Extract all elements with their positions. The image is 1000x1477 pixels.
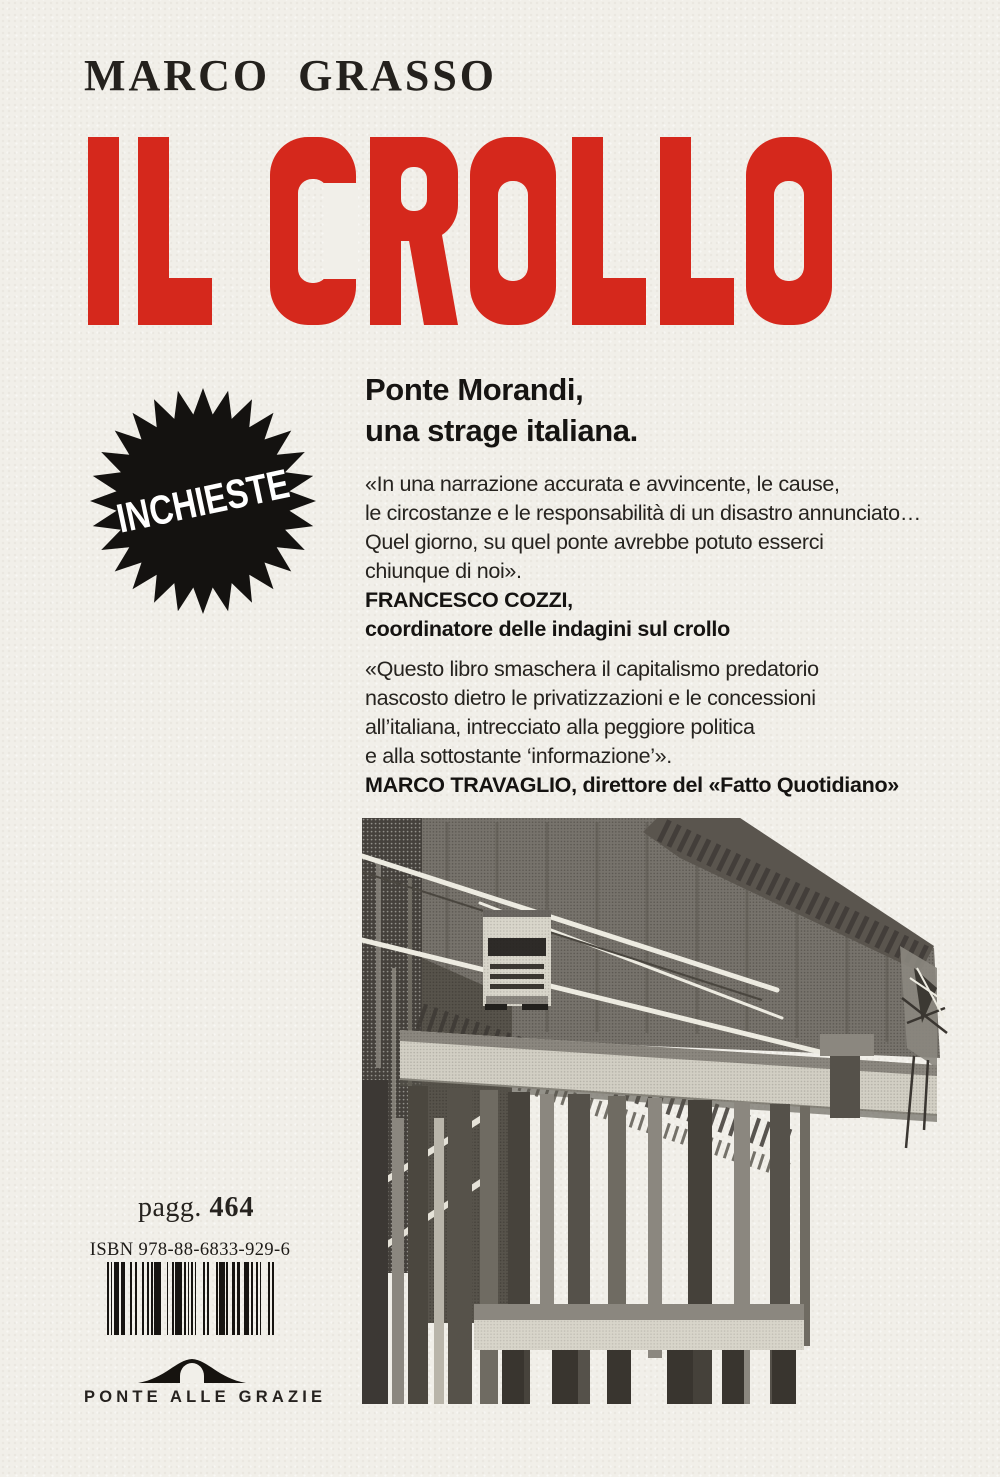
barcode-bar xyxy=(175,1262,182,1335)
quote-line: «Questo libro smaschera il capitalismo predatorio xyxy=(365,657,819,681)
genre-badge xyxy=(88,386,318,616)
barcode-space xyxy=(261,1262,268,1335)
title-letter-c-gap xyxy=(324,183,358,279)
publisher-logo xyxy=(136,1354,248,1386)
publisher-name: PONTE ALLE GRAZIE xyxy=(84,1388,327,1406)
quote-attribution: MARCO TRAVAGLIO, direttore del «Fatto Quotidiano» xyxy=(365,773,899,797)
title-letter-l3 xyxy=(660,137,734,325)
subtitle-line1: Ponte Morandi, xyxy=(365,372,584,407)
page-count-label: pagg. xyxy=(138,1192,202,1223)
bridge-collapse-photo xyxy=(362,818,950,1404)
lower-beam-halftone xyxy=(474,1320,804,1350)
title-letter-r-stem xyxy=(370,137,401,325)
isbn-label: ISBN 978-88-6833-929-6 xyxy=(89,1240,291,1260)
quote-attribution: FRANCESCO COZZI, xyxy=(365,588,573,612)
author-name: MARCO GRASSO xyxy=(84,51,498,100)
page-count-value: 464 xyxy=(209,1192,255,1223)
subtitle xyxy=(365,369,638,451)
quote-line: all’italiana, intrecciato alla peggiore politica xyxy=(365,715,755,739)
title-letter-l xyxy=(138,137,212,325)
quote-line: «In una narrazione accurata e avvincente, le cause, xyxy=(365,472,840,496)
title-letter-r-leg xyxy=(408,235,458,325)
genre-badge-label: INCHIESTE xyxy=(112,459,294,542)
title-letter-i xyxy=(88,137,119,325)
tip-support-beam xyxy=(820,1034,874,1056)
barcode-bar xyxy=(272,1262,274,1335)
barcode xyxy=(107,1262,274,1335)
book-title-text xyxy=(0,0,1,1)
wall-slit xyxy=(376,858,381,1068)
barcode-space xyxy=(196,1262,203,1335)
title-letter-l2 xyxy=(572,137,646,325)
quote-line: chiunque di noi». xyxy=(365,559,522,583)
quote-line: Quel giorno, su quel ponte avrebbe potuto esserci xyxy=(365,530,824,554)
quote-line: nascosto dietro le privatizzazioni e le concessioni xyxy=(365,686,816,710)
title-letters xyxy=(88,137,832,325)
quote-block-cozzi xyxy=(365,470,965,644)
lower-beam-gaps xyxy=(502,1350,796,1404)
quote-block-travaglio xyxy=(365,655,965,800)
truck xyxy=(483,910,551,1010)
quote-line: e alla sottostante ‘informazione’». xyxy=(365,744,672,768)
page-count xyxy=(138,1192,254,1224)
lower-beam-gray xyxy=(474,1304,804,1320)
subtitle-line2: una strage italiana. xyxy=(365,413,638,448)
title-letter-o2 xyxy=(746,137,832,325)
tip-support-pier xyxy=(830,1056,860,1118)
book-title-artwork xyxy=(70,137,850,327)
quote-attribution: coordinatore delle indagini sul crollo xyxy=(365,617,730,641)
barcode-space xyxy=(209,1262,216,1335)
quote-line: le circostanze e le responsabilità di un disastro annunciato… xyxy=(365,501,921,525)
title-letter-o xyxy=(470,137,556,325)
barcode-bar xyxy=(154,1262,161,1335)
